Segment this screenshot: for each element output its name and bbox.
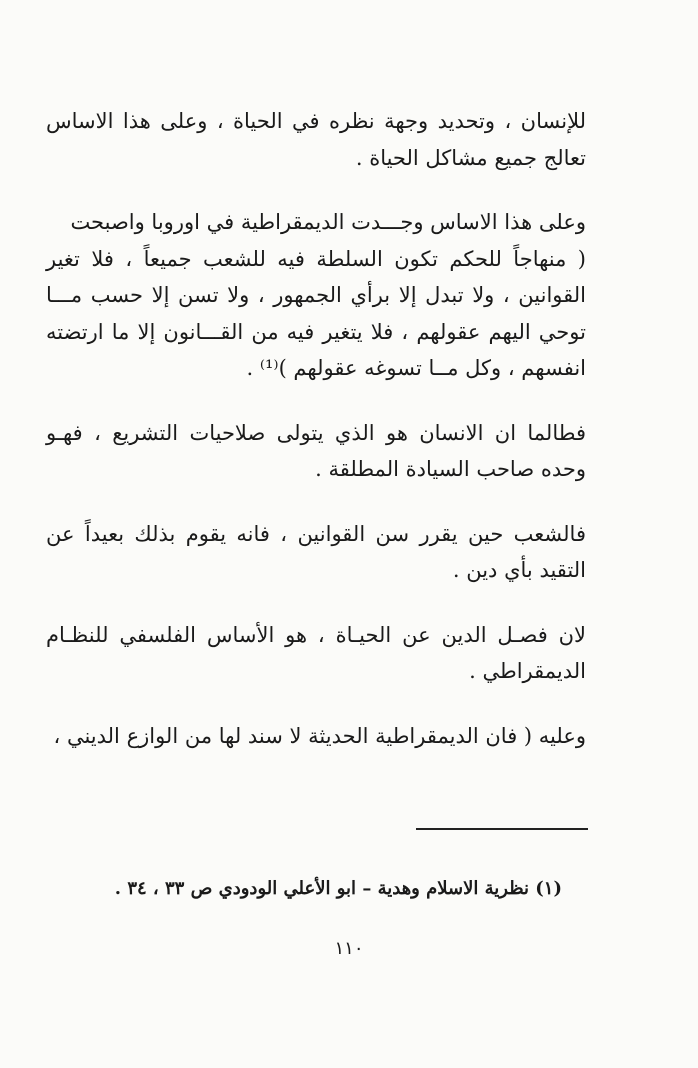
paragraph-1: للإنسان ، وتحديد وجهة نظره في الحياة ، وعلى هذا الاساس تعالج جميع مشاكل الحياة . (46, 109, 586, 170)
footnote: (١) نظرية الاسلام وهدية – ابو الأعلي الودودي ص ٣٣ ، ٣٤ . (114, 878, 562, 899)
paragraph-3-quote: ( منهاجاً للحكم تكون السلطة فيه للشعب جميعاً ، فلا تغير القوانين ، ولا تبدل إلا برأي الجمهور ، ولا تسن إلا حسب مـــا توحي اليهم عقولهم ، فلا يتغير فيه من القـــانون إلا ما ارتضته انفسهم ، وكل مــا تسوغه عقولهم )⁽¹⁾ . (46, 246, 586, 380)
body-text (46, 103, 586, 754)
footnote-divider (416, 828, 588, 830)
page-number: ١١٠ (334, 938, 364, 959)
paragraph-4: فطالما ان الانسان هو الذي يتولى صلاحيات التشريع ، فهـو وحده صاحب السيادة المطلقة . (46, 420, 586, 481)
paragraph-5: فالشعب حين يقرر سن القوانين ، فانه يقوم بذلك بعيداً عن التقيد بأي دين . (46, 521, 586, 582)
paragraph-7: وعليه ( فان الديمقراطية الحديثة لا سند لها من الوازع الديني ، (53, 723, 586, 748)
paragraph-2: وعلى هذا الاساس وجـــدت الديمقراطية في اوروبا واصبحت (70, 210, 586, 234)
paragraph-6: لان فصـل الدين عن الحيـاة ، هو الأساس الفلسفي للنظـام الديمقراطي . (46, 622, 586, 683)
